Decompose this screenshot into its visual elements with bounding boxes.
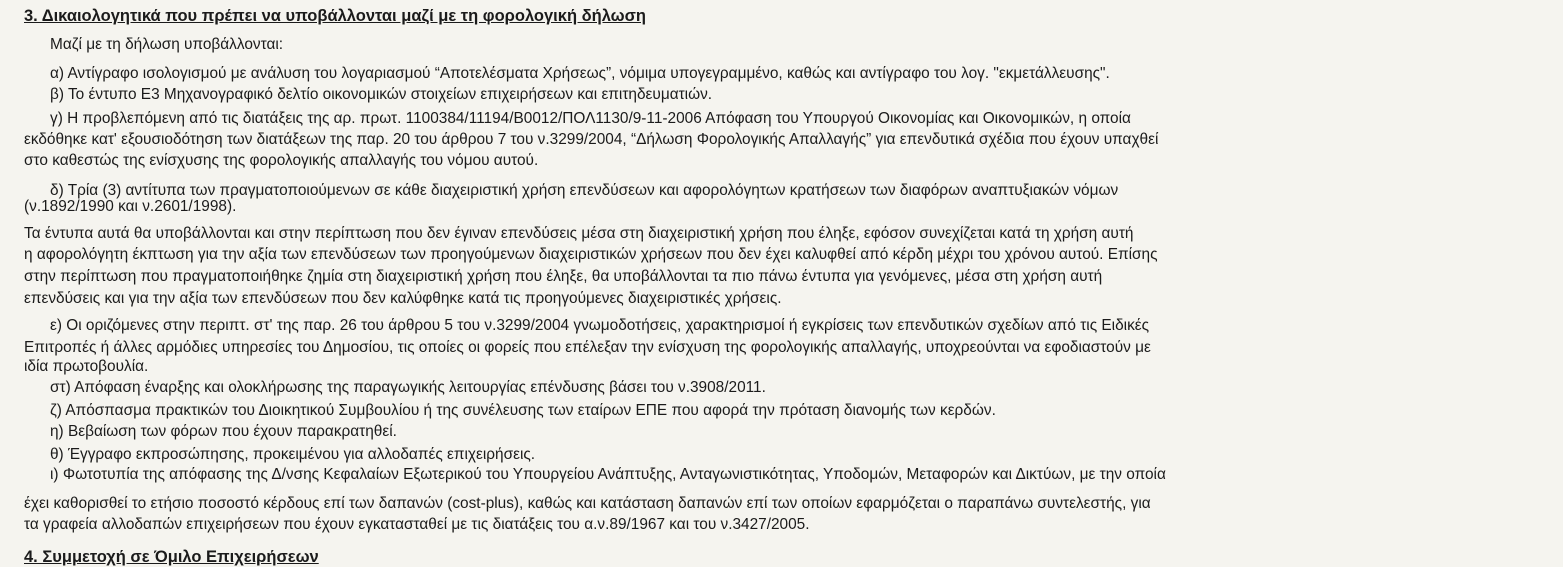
list-item-z: ζ) Απόσπασμα πρακτικών του Διοικητικού Συμβουλίου ή της συνέλευσης των εταίρων ΕΠΕ που αφορά την πρόταση διανομής των κερδών. xyxy=(50,402,996,419)
section-4-heading: 4. Συμμετοχή σε Όμιλο Επιχειρήσεων xyxy=(24,548,319,566)
paragraph-line: επενδύσεις και για την αξία των επενδύσεων που δεν καλύφθηκε κατά τις προηγούμενες διαχειριστικές χρήσεις. xyxy=(24,290,782,307)
paragraph-line: στην περίπτωση που πραγματοποιήθηκε ζημία στη διαχειριστική χρήση που έληξε, θα υποβάλλονται τα πιο πάνω έντυπα για γενόμενες, μέσα στη χρήση αυτή xyxy=(24,268,1103,285)
paragraph-line: τα γραφεία αλλοδαπών επιχειρήσεων που έχουν εγκατασταθεί με τις διατάξεις του α.ν.89/1967 και του ν.3427/2005. xyxy=(24,516,810,533)
list-item-e: ε) Οι οριζόμενες στην περιπτ. στ' της παρ. 26 του άρθρου 5 του ν.3299/2004 γνωμοδοτήσεις, χαρακτηρισμοί ή εγκρίσεις των επενδυτικών σχεδίων από τις Ειδικές xyxy=(50,317,1150,334)
list-item-st: στ) Απόφαση έναρξης και ολοκλήρωσης της παραγωγικής λειτουργίας επένδυσης βάσει του ν.3908/2011. xyxy=(50,379,766,396)
paragraph-line: Επιτροπές ή άλλες αρμόδιες υπηρεσίες του Δημοσίου, τις οποίες οι φορείς που επέλεξαν την ενίσχυση της φορολογικής απαλλαγής, υποχρεούνται να εφοδιαστούν με xyxy=(24,339,1151,356)
list-item-d: δ) Τρία (3) αντίτυπα των πραγματοποιούμενων σε κάθε διαχειριστική χρήση επενδύσεων και αφορολόγητων κρατήσεων των διαφόρων αναπτυξιακών νόμων xyxy=(50,182,1119,199)
paragraph-line: στο καθεστώς της ενίσχυσης της φορολογικής απαλλαγής του νόμου αυτού. xyxy=(24,152,539,169)
paragraph-line: ιδία πρωτοβουλία. xyxy=(24,358,149,375)
paragraph-line: Τα έντυπα αυτά θα υποβάλλονται και στην περίπτωση που δεν έγιναν επενδύσεις μέσα στη διαχειριστική χρήση που έληξε, εφόσον συνεχίζεται κατά τη χρήση αυτή xyxy=(24,225,1134,242)
section-3-heading: 3. Δικαιολογητικά που πρέπει να υποβάλλονται μαζί με τη φορολογική δήλωση xyxy=(24,7,646,25)
list-item-a: α) Αντίγραφο ισολογισμού με ανάλυση του λογαριασμού “Αποτελέσματα Χρήσεως”, νόμιμα υπογεγραμμένο, καθώς και αντίγραφο του λογ. "εκμετάλλευσης". xyxy=(50,65,1110,82)
list-item-iota: ι) Φωτοτυπία της απόφασης της Δ/νσης Κεφαλαίων Εξωτερικού του Υπουργείου Ανάπτυξης, Ανταγωνιστικότητας, Υποδομών, Μεταφορών και Δικτύων, με την οποία xyxy=(50,466,1166,483)
list-item-b: β) Το έντυπο Ε3 Μηχανογραφικό δελτίο οικονομικών στοιχείων επιχειρήσεων και επιτηδευματιών. xyxy=(50,86,713,103)
list-item-i: η) Βεβαίωση των φόρων που έχουν παρακρατηθεί. xyxy=(50,423,397,440)
list-item-c: γ) Η προβλεπόμενη από τις διατάξεις της αρ. πρωτ. 1100384/11194/Β0012/ΠΟΛ1130/9-11-2006 Απόφαση του Υπουργού Οικονομίας και Οικονομικών, η οποία xyxy=(50,110,1131,127)
list-item-th: θ) Έγγραφο εκπροσώπησης, προκειμένου για αλλοδαπές επιχειρήσεις. xyxy=(50,446,536,463)
paragraph-line: εκδόθηκε κατ' εξουσιοδότηση των διατάξεων της παρ. 20 του άρθρου 7 του ν.3299/2004, “Δήλωση Φορολογικής Απαλλαγής” για επενδυτικά σχέδια που έχουν υπαχθεί xyxy=(24,131,1159,148)
paragraph-line: (ν.1892/1990 και ν.2601/1998). xyxy=(24,198,237,215)
paragraph-line: έχει καθορισθεί το ετήσιο ποσοστό κέρδους επί των δαπανών (cost-plus), καθώς και κατάσταση δαπανών επί των οποίων εφαρμόζεται ο παραπάνω συντελεστής, για xyxy=(24,495,1151,512)
paragraph-line: Μαζί με τη δήλωση υποβάλλονται: xyxy=(50,36,284,53)
paragraph-line: η αφορολόγητη έκπτωση για την αξία των επενδύσεων των προηγούμενων διαχειριστικών χρήσεων που δεν έχει καλυφθεί από κέρδη μέχρι του χρόνου αυτού. Επίσης xyxy=(24,246,1158,263)
